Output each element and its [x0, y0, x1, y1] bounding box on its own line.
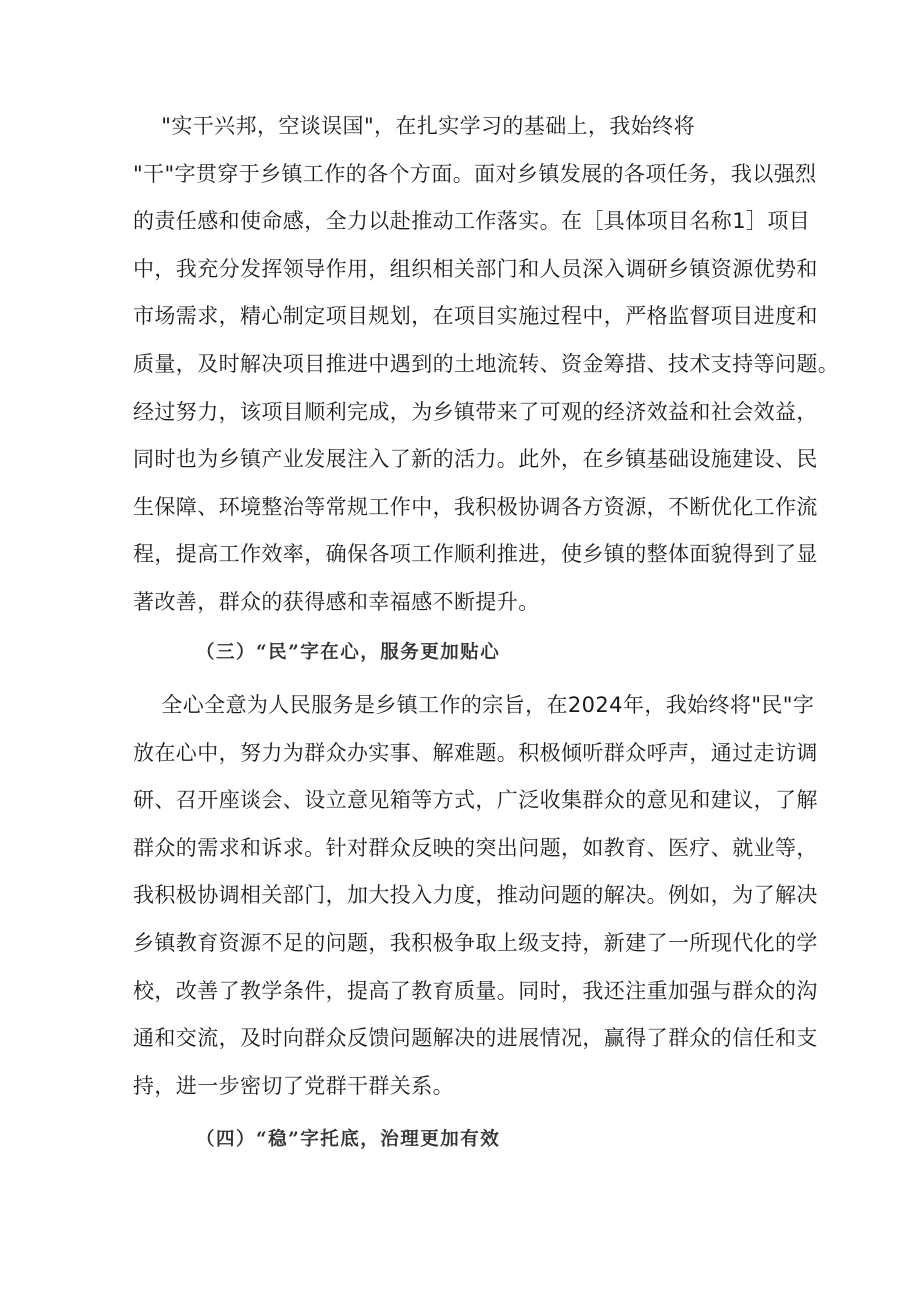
section-heading-wen: （四）“稳”字托底，治理更加有效: [196, 1129, 501, 1150]
text-line: 著改善，群众的获得感和幸福感不断提升。: [133, 589, 540, 614]
paragraph-min: [133, 682, 818, 1110]
text-line: "实干兴邦，空谈误国"，在扎实学习的基础上，我始终将: [133, 114, 696, 138]
text-line: 同时也为乡镇产业发展注入了新的活力。此外，在乡镇基础设施建设、民: [133, 447, 818, 472]
text-line: 研、召开座谈会、设立意见箱等方式，广泛收集群众的意见和建议，了解: [133, 788, 818, 813]
text-line: 乡镇教育资源不足的问题，我积极争取上级支持，新建了一所现代化的学: [133, 930, 818, 955]
text-line: 持，进一步密切了党群干群关系。: [133, 1073, 454, 1098]
text-line: 中，我充分发挥领导作用，组织相关部门和人员深入调研乡镇资源优势和: [133, 256, 818, 281]
text-line: "干"字贯穿于乡镇工作的各个方面。面对乡镇发展的各项任务，我以强烈: [133, 161, 817, 186]
text-line: 通和交流，及时向群众反馈问题解决的进展情况，赢得了群众的信任和支: [133, 1026, 818, 1051]
text-line: 市场需求，精心制定项目规划，在项目实施过程中，严格监督项目进度和: [133, 304, 818, 329]
text-line: 我积极协调相关部门，加大投入力度，推动问题的解决。例如，为了解决: [133, 883, 818, 908]
paragraph-gan: [133, 103, 840, 627]
text-line: 群众的需求和诉求。针对群众反映的突出问题，如教育、医疗、就业等，: [133, 835, 818, 860]
text-line: 的责任感和使命感，全力以赴推动工作落实。在［具体项目名称1］项目: [133, 209, 811, 234]
text-line: 全心全意为人民服务是乡镇工作的宗旨，在2024年，我始终将"民"字: [133, 693, 815, 717]
text-line: 质量，及时解决项目推进中遇到的土地流转、资金筹措、技术支持等问题。: [133, 351, 840, 376]
text-line: 放在心中，努力为群众办实事、解难题。积极倾听群众呼声，通过走访调: [133, 740, 818, 765]
text-line: 程，提高工作效率，确保各项工作顺利推进，使乡镇的整体面貌得到了显: [133, 542, 818, 567]
text-line: 生保障、环境整治等常规工作中，我积极协调各方资源，不断优化工作流: [133, 494, 818, 519]
text-line: 校，改善了教学条件，提高了教育质量。同时，我还注重加强与群众的沟: [133, 978, 818, 1003]
section-heading-min: （三）“民”字在心，服务更加贴心: [196, 642, 501, 663]
text-line: 经过努力，该项目顺利完成，为乡镇带来了可观的经济效益和社会效益，: [133, 399, 818, 424]
